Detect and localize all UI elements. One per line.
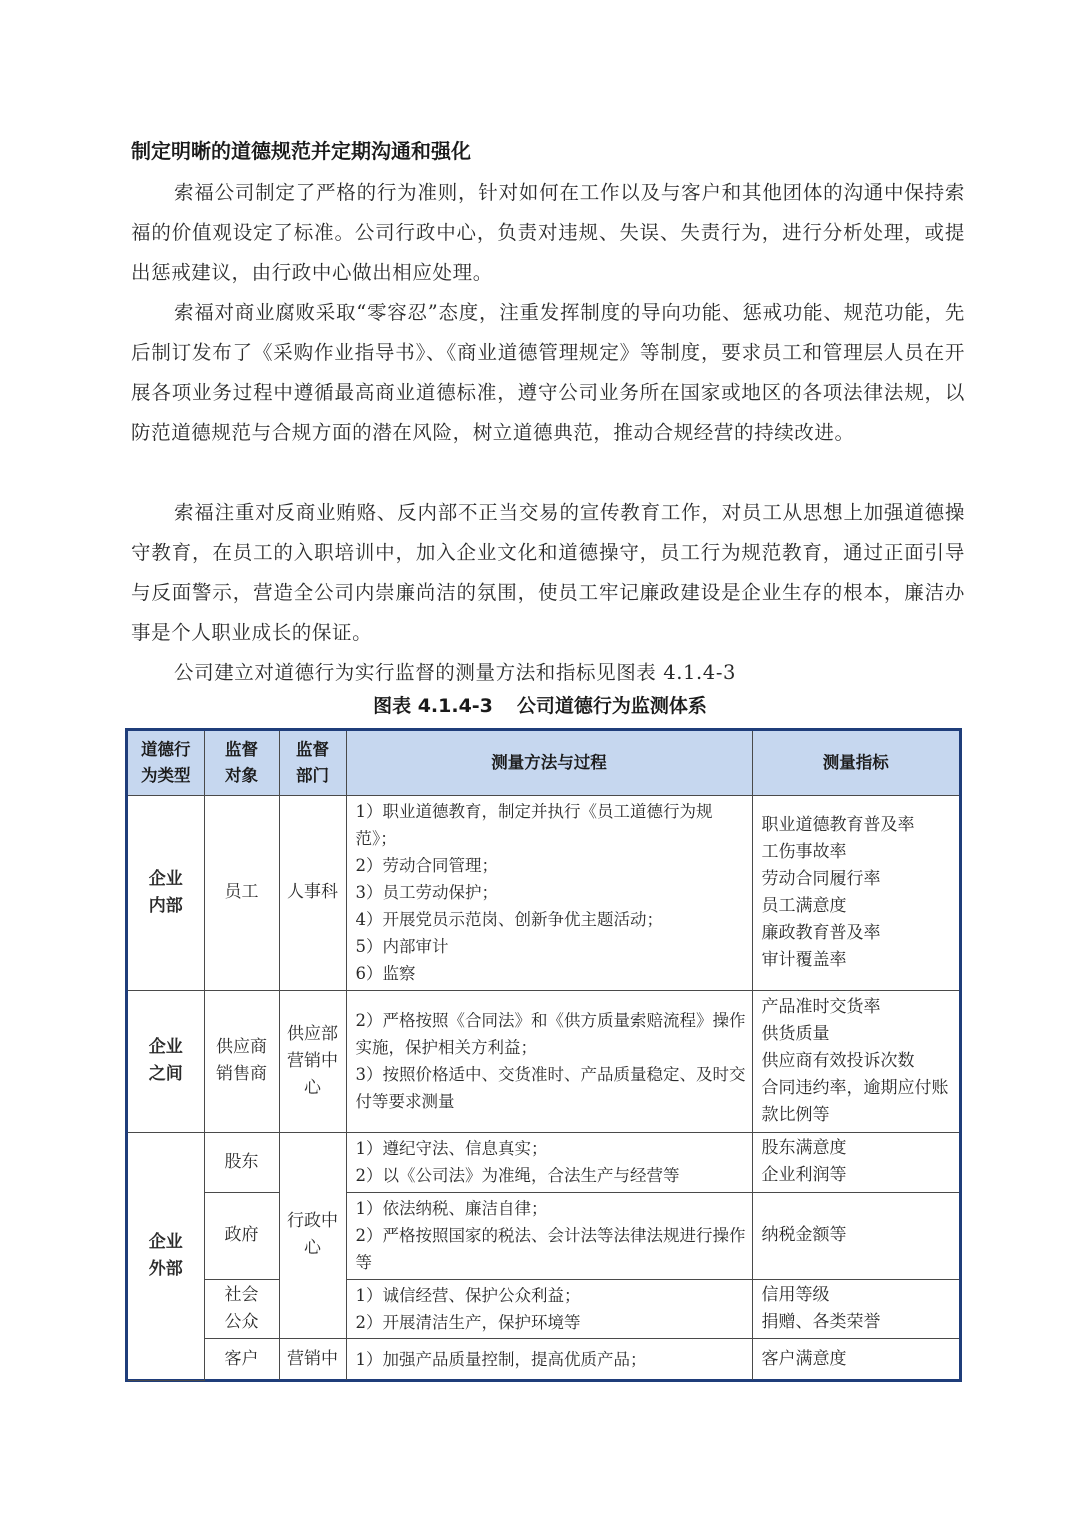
category-internal: 企业 内部 (128, 795, 204, 990)
object-employee: 员工 (204, 795, 279, 990)
paragraph-conduct-code: 索福公司制定了严格的行为准则，针对如何在工作以及与客户和其他团体的沟通中保持索福的价值观设定了标准。公司行政中心，负责对违规、失误、失责行为，进行分析处理，或提出惩戒建议，由行政中心做出相应处理。 (131, 181, 965, 284)
ethics-monitoring-table (128, 731, 959, 1381)
indicators-public (752, 1279, 959, 1338)
dept-marketing: 营销中 (279, 1338, 346, 1380)
header-measurement-indicator: 测量指标 (752, 731, 959, 795)
dept-hr: 人事科 (279, 795, 346, 990)
method-item: 4）开展党员示范岗、创新争优主题活动； (355, 910, 663, 929)
method-item: 5）内部审计 (355, 937, 449, 956)
indicator-item: 信用等级 (761, 1284, 830, 1305)
methods-internal (346, 795, 752, 990)
indicator-item: 职业道德教育普及率 (761, 814, 915, 835)
paragraph-zero-tolerance: 索福对商业腐败采取“零容忍”态度，注重发挥制度的导向功能、惩戒功能、规范功能，先后制订发布了《采购作业指导书》、《商业道德管理规定》等制度，要求员工和管理层人员在开展各项业务过程中遵循最高商业道德标准，遵守公司业务所在国家或地区的各项法律法规，以防范道德规范与合规方面的潜在风险，树立道德典范，推动合规经营的持续改进。 (131, 301, 965, 444)
methods-shareholders (346, 1132, 752, 1192)
indicator-item: 合同违约率，逾期应付账款比例等 (761, 1077, 949, 1125)
method-item: 1）遵纪守法、信息真实； (355, 1139, 548, 1158)
indicator-item: 审计覆盖率 (761, 949, 847, 970)
indicators-shareholders (752, 1132, 959, 1192)
indicators-internal (752, 795, 959, 990)
indicator-item: 劳动合同履行率 (761, 868, 881, 889)
method-item: 3）按照价格适中、交货准时、产品质量稳定、及时交付等要求测量 (355, 1065, 746, 1111)
dept-admin-center: 行政中 心 (279, 1132, 346, 1338)
methods-public (346, 1279, 752, 1338)
paragraph-table-intro: 公司建立对道德行为实行监督的测量方法和指标见图表 4.1.4-3 (174, 661, 737, 684)
methods-government (346, 1192, 752, 1279)
object-suppliers-sellers: 供应商 销售商 (204, 990, 279, 1132)
indicator-item: 供货质量 (761, 1023, 830, 1044)
indicators-between (752, 990, 959, 1132)
object-public: 社会 公众 (204, 1279, 279, 1338)
table-row-between (128, 990, 959, 1132)
method-item: 2）以《公司法》为准绳，合法生产与经营等 (355, 1166, 680, 1185)
table-row-shareholders (128, 1132, 959, 1192)
indicator-item: 廉政教育普及率 (761, 922, 881, 943)
indicator-item: 企业利润等 (761, 1165, 847, 1185)
table-caption-title: 公司道德行为监测体系 (516, 695, 707, 717)
table-row-public (128, 1279, 959, 1338)
indicator-item: 供应商有效投诉次数 (761, 1050, 915, 1071)
indicator-item: 股东满意度 (761, 1138, 847, 1158)
indicator-item: 工伤事故率 (761, 841, 847, 862)
header-supervised-object: 监督 对象 (204, 731, 279, 795)
ethics-monitoring-table-frame (125, 728, 962, 1382)
indicator-item: 员工满意度 (761, 895, 847, 916)
methods-between (346, 990, 752, 1132)
method-item: 3）员工劳动保护； (355, 883, 498, 902)
method-item: 1）依法纳税、廉洁自律； (355, 1199, 548, 1218)
method-item: 2）开展清洁生产，保护环境等 (355, 1312, 581, 1332)
section-heading: 制定明晰的道德规范并定期沟通和强化 (131, 139, 471, 163)
methods-customers (346, 1338, 752, 1380)
header-behavior-type: 道德行 为类型 (128, 731, 204, 795)
table-caption-number: 图表 4.1.4-3 (373, 695, 493, 717)
indicator-item: 纳税金额等 (761, 1225, 847, 1245)
category-external: 企业 外部 (128, 1132, 204, 1380)
table-row-internal (128, 795, 959, 990)
indicators-customers (752, 1338, 959, 1380)
method-item: 1）职业道德教育，制定并执行《员工道德行为规范》； (355, 802, 713, 848)
header-measurement-method: 测量方法与过程 (346, 731, 752, 795)
method-item: 2）劳动合同管理； (355, 856, 498, 875)
category-between: 企业 之间 (128, 990, 204, 1132)
table-row-government (128, 1192, 959, 1279)
indicator-item: 产品准时交货率 (761, 996, 881, 1017)
dept-supply-marketing: 供应部 营销中 心 (279, 990, 346, 1132)
paragraph-anti-bribery-education: 索福注重对反商业贿赂、反内部不正当交易的宣传教育工作，对员工从思想上加强道德操守教育，在员工的入职培训中，加入企业文化和道德操守，员工行为规范教育，通过正面引导与反面警示，营造全公司内崇廉尚洁的氛围，使员工牢记廉政建设是企业生存的根本，廉洁办事是个人职业成长的保证。 (131, 501, 965, 644)
table-row-customers (128, 1338, 959, 1380)
object-customers: 客户 (204, 1338, 279, 1380)
table-header-row (128, 731, 959, 795)
table-caption (0, 690, 1080, 722)
indicator-item: 捐赠、各类荣誉 (761, 1311, 881, 1332)
object-shareholders: 股东 (204, 1132, 279, 1192)
indicator-item: 客户满意度 (761, 1348, 847, 1369)
method-item: 1）加强产品质量控制，提高优质产品； (355, 1349, 647, 1369)
method-item: 6）监察 (355, 964, 416, 983)
method-item: 1）诚信经营、保护公众利益； (355, 1285, 581, 1305)
indicators-government (752, 1192, 959, 1279)
object-government: 政府 (204, 1192, 279, 1279)
header-supervising-dept: 监督 部门 (279, 731, 346, 795)
method-item: 2）严格按照《合同法》和《供方质量索赔流程》操作实施，保护相关方利益； (355, 1011, 746, 1057)
method-item: 2）严格按照国家的税法、会计法等法律法规进行操作等 (355, 1226, 746, 1272)
